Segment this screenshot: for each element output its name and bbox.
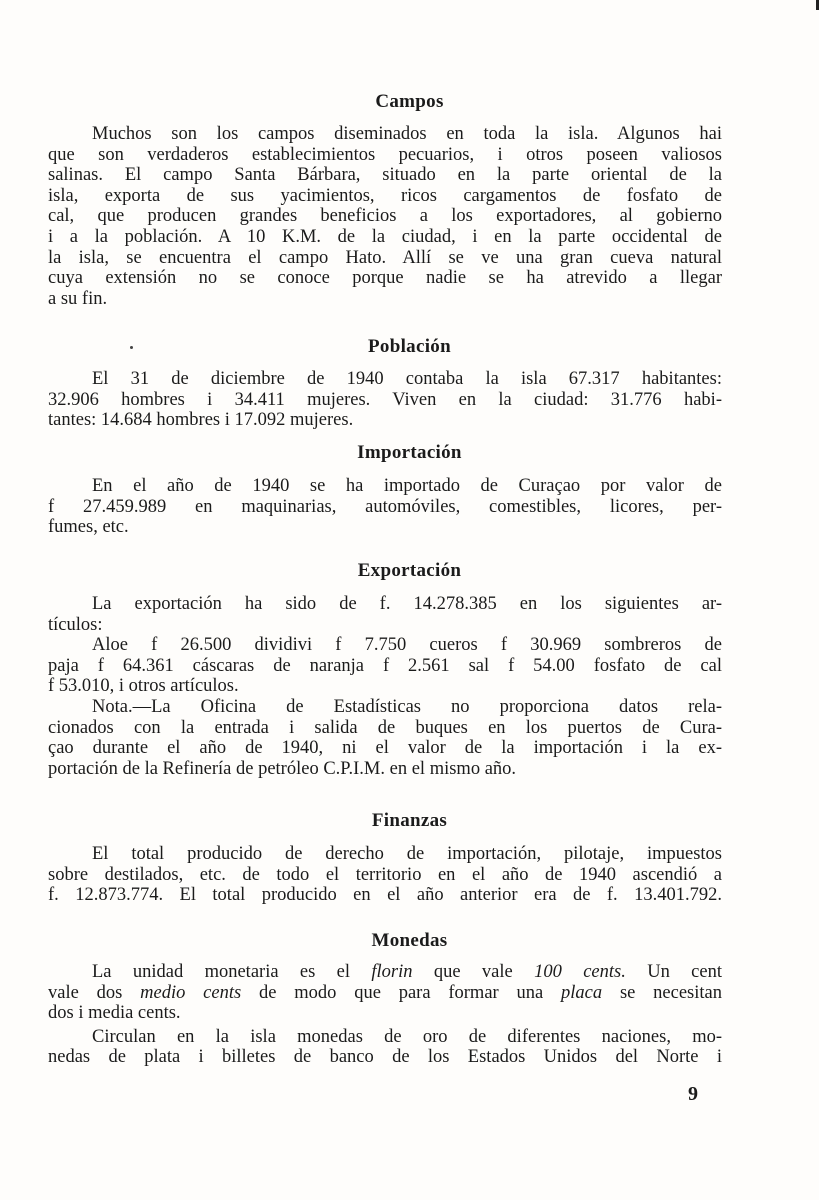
text-line: dos i media cents. xyxy=(48,1003,181,1024)
page-number: 9 xyxy=(688,1083,698,1105)
text-line: tantes: 14.684 hombres i 17.092 mujeres. xyxy=(48,410,354,431)
text-line: Muchos son los campos diseminados en toda la isla. Algunos hai xyxy=(92,124,722,144)
text-line: isla, exporta de sus yacimientos, ricos cargamentos de fosfato de xyxy=(48,185,722,206)
text-line: cuya extensión no se conoce porque nadie se ha atrevido a llegar xyxy=(48,268,722,289)
italic-term-placa: placa xyxy=(561,982,603,1003)
text-line: 32.906 hombres i 34.411 mujeres. Viven en la ciudad: 31.776 habi- xyxy=(48,389,722,410)
italic-term-cents: 100 cents. xyxy=(534,962,626,982)
text-line: cal, que producen grandes beneficios a los exportadores, al gobierno xyxy=(48,206,722,227)
text-line: cionados con la entrada i salida de buques en los puertos de Cura- xyxy=(48,717,722,738)
heading-exportacion: Exportación xyxy=(357,560,462,581)
text-line: fumes, etc. xyxy=(48,517,129,538)
text-line: f 53.010, i otros artículos. xyxy=(48,676,239,697)
text-line: Aloe f 26.500 dividivi f 7.750 cueros f 30.969 sombreros de xyxy=(92,635,722,656)
paragraph-importacion xyxy=(48,476,722,538)
heading-finanzas: Finanzas xyxy=(371,810,448,831)
text-line: salinas. El campo Santa Bárbara, situado en la parte oriental de la xyxy=(48,165,722,186)
text-line: portación de la Refinería de petróleo C.P.I.M. en el mismo año. xyxy=(48,758,517,779)
text-run: de modo que para formar una xyxy=(258,982,544,1003)
paragraph-poblacion xyxy=(48,369,722,431)
text-line: La exportación ha sido de f. 14.278.385 en los siguientes ar- xyxy=(92,594,722,614)
heading-campos: Campos xyxy=(375,91,444,112)
text-line: la isla, se encuentra el campo Hato. Allí se ve una gran cueva natural xyxy=(48,247,722,268)
text-line: sobre destilados, etc. de todo el territorio en el año de 1940 ascendió a xyxy=(48,864,722,885)
text-line: f. 12.873.774. El total producido en el año anterior era de f. 13.401.792. xyxy=(48,885,722,906)
text-line: a su fin. xyxy=(48,288,108,309)
text-line: nedas de plata i billetes de banco de los Estados Unidos del Norte i xyxy=(48,1047,722,1068)
text-run: La unidad monetaria es el xyxy=(92,962,351,982)
heading-poblacion: Población xyxy=(368,336,451,357)
text-run: se necesitan xyxy=(619,982,722,1003)
text-line: que son verdaderos establecimientos pecuarios, i otros poseen valiosos xyxy=(48,144,722,165)
text-line: tículos: xyxy=(48,614,103,635)
paragraph-campos xyxy=(48,124,722,309)
text-line: En el año de 1940 se ha importado de Curaçao por valor de xyxy=(92,476,722,496)
text-line: paja f 64.361 cáscaras de naranja f 2.561 sal f 54.00 fosfato de cal xyxy=(48,655,722,676)
text-line xyxy=(48,983,722,1004)
text-line: El total producido de derecho de importación, pilotaje, impuestos xyxy=(92,844,722,864)
text-line: Nota.—La Oficina de Estadísticas no proporciona datos rela- xyxy=(92,696,722,717)
text-run: vale dos xyxy=(48,982,123,1003)
italic-term-medio-cents: medio cents xyxy=(140,982,242,1003)
text-line xyxy=(48,962,722,983)
heading-importacion: Importación xyxy=(357,442,462,463)
heading-monedas: Monedas xyxy=(371,930,448,951)
text-line: f 27.459.989 en maquinarias, automóviles, comestibles, licores, per- xyxy=(48,496,722,517)
paragraph-exportacion xyxy=(48,594,722,779)
text-line: Circulan en la isla monedas de oro de diferentes naciones, mo- xyxy=(92,1026,722,1047)
paragraph-finanzas xyxy=(48,844,722,906)
text-run: que vale xyxy=(433,962,513,982)
text-line: i a la población. A 10 K.M. de la ciudad, i en la parte occidental de xyxy=(48,226,722,247)
text-line: çao durante el año de 1940, ni el valor de la importación i la ex- xyxy=(48,738,722,759)
italic-term-florin: florin xyxy=(371,962,413,982)
paragraph-monedas xyxy=(48,962,722,1068)
text-line: El 31 de diciembre de 1940 contaba la isla 67.317 habitantes: xyxy=(92,369,722,389)
text-run: Un cent xyxy=(647,962,722,982)
